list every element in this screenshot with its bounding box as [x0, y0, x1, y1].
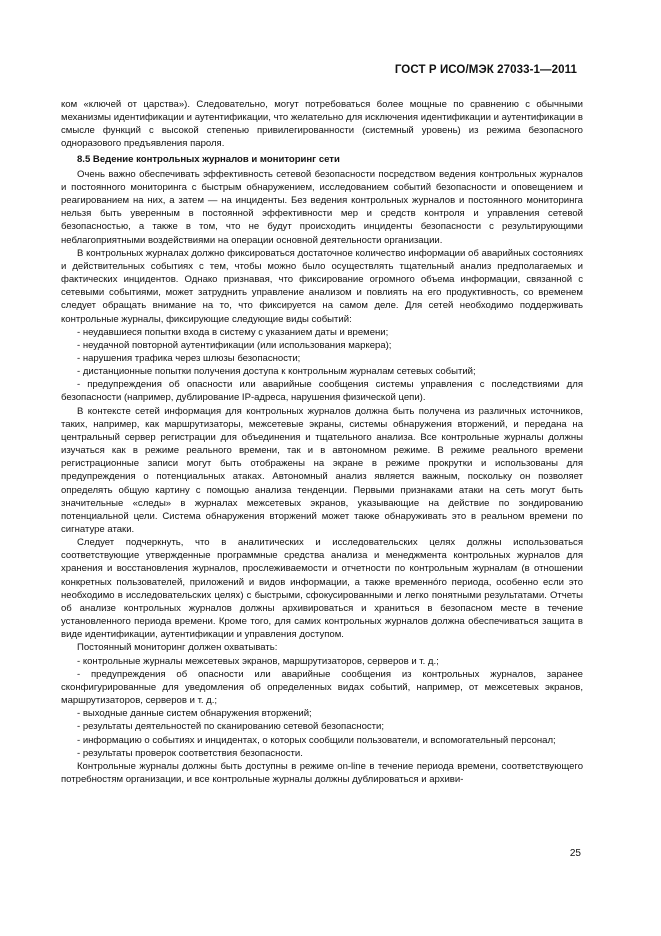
list-item: - неудачной повторной аутентификации (или использования маркера);: [77, 339, 392, 351]
list-item: - неудавшиеся попытки входа в систему с указанием даты и времени;: [77, 326, 389, 338]
paragraph: В контрольных журналах должно фиксироваться достаточное количество информации об аварийных состояниях и действительных событиях с тем, чтобы можно было осуществлять тщательный анализ предполагаемых и фактических инцидентов. Однако признавая, что фиксирование огромного объема информации, связанной с сетевыми событиями, может затруднить управление анализом и повлиять на его продуктивность, со временем следует обращать внимание на то, что фиксируется на самом деле. Для сетей необходимо поддерживать контрольные журналы, фиксирующие следующие виды событий:: [61, 247, 583, 325]
list-item: - результаты деятельностей по сканированию сетевой безопасности;: [77, 721, 385, 733]
list-item: - информацию о событиях и инцидентах, о которых сообщили пользователи, и вспомогательный персонал;: [77, 734, 556, 746]
list-item: - предупреждения об опасности или аварийные сообщения системы управления с последствиями для безопасности (например, дублирование IP-адреса, нарушения физической цепи).: [61, 379, 583, 404]
list-item: - контрольные журналы межсетевых экранов, маршрутизаторов, серверов и т. д.;: [77, 655, 439, 667]
document-body: [61, 98, 583, 786]
paragraph: Постоянный мониторинг должен охватывать:: [77, 642, 278, 654]
paragraph: Следует подчеркнуть, что в аналитических и исследовательских целях должны использоваться соответствующие утвержденные программные средства анализа и менеджмента контрольных журналов для хранения и восстановления журналов, прослеживаемости и отчетности по контрольным журналам (в отношении конкретных пользователей, приложений и видов информации, а также временно́го периода, особенно если это необходимо в исследовательских целях) с быстрыми, сфокусированными и легко понятными результатами. Отчеты об анализе контрольных журналов должны архивироваться и храниться в безопасном месте в течение установленного периода времени. Кроме того, для самих контрольных журналов должна обеспечиваться защита в виде идентификации, аутентификации и управления доступом.: [61, 537, 583, 641]
standard-code-header: ГОСТ Р ИСО/МЭК 27033-1—2011: [394, 64, 577, 76]
list-item: - дистанционные попытки получения доступа к контрольным журналам сетевых событий;: [77, 366, 476, 378]
list-item: - предупреждения об опасности или аварийные сообщения из контрольных журналов, заранее сконфигурированные для уведомления об определенных видах событий, например, от межсетевых экранов, маршрутизаторов, серверов и т. д.;: [61, 668, 583, 707]
paragraph-continuation: ком «ключей от царства»). Следовательно, могут потребоваться более мощные по сравнению с обычными механизмы идентификации и аутентификации, что желательно для исключения идентификации и аутентификации в смысле функций с высокой степенью привилегированности (системный уровень) из режима безопасного одноразового предъявления пароля.: [61, 99, 583, 150]
paragraph: Контрольные журналы должны быть доступны в режиме on-line в течение периода времени, соответствующего потребностям организации, и все контрольные журналы должны дублироваться и архиви-: [61, 760, 583, 785]
section-heading: 8.5 Ведение контрольных журналов и мониторинг сети: [77, 153, 340, 165]
paragraph: Очень важно обеспечивать эффективность сетевой безопасности посредством ведения контрольных журналов и постоянного мониторинга с быстрым обнаружением, исследованием событий безопасности и оповещением и реагированием на них, а затем — на инциденты. Без ведения контрольных журналов и постоянного мониторинга нельзя быть уверенным в постоянной эффективности мер и средств контроля и управления сетевой безопасностью, а также в том, что не будут происходить инциденты безопасности с результирующими неблагоприятными воздействиями на операции основной деятельности организации.: [61, 168, 583, 246]
list-item: - результаты проверок соответствия безопасности.: [77, 747, 303, 759]
paragraph: В контексте сетей информация для контрольных журналов должна быть получена из различных источников, таких, например, как маршрутизаторы, межсетевые экраны, системы обнаружения вторжений, и передана на центральный сервер регистрации для объединения и тщательного анализа. Все контрольные журналы должны изучаться как в режиме реального времени, так и в автономном режиме. В режиме реального времени регистрационные записи могут быть отображены на экране в режиме прокрутки и использованы для предупреждения о потенциальных атаках. Автономный анализ является важным, поскольку он позволяет определять общую картину с помощью анализа тенденции. Первыми признаками атаки на сеть могут быть значительные «следы» в журналах межсетевых экранов, указывающие на действие по зондированию потенциальной цели. Система обнаружения вторжений может также обнаруживать это в реальном времени по сигнатуре атаки.: [61, 405, 583, 535]
page-number: 25: [569, 848, 581, 859]
list-item: - нарушения трафика через шлюзы безопасности;: [77, 352, 301, 364]
list-item: - выходные данные систем обнаружения вторжений;: [77, 708, 312, 720]
